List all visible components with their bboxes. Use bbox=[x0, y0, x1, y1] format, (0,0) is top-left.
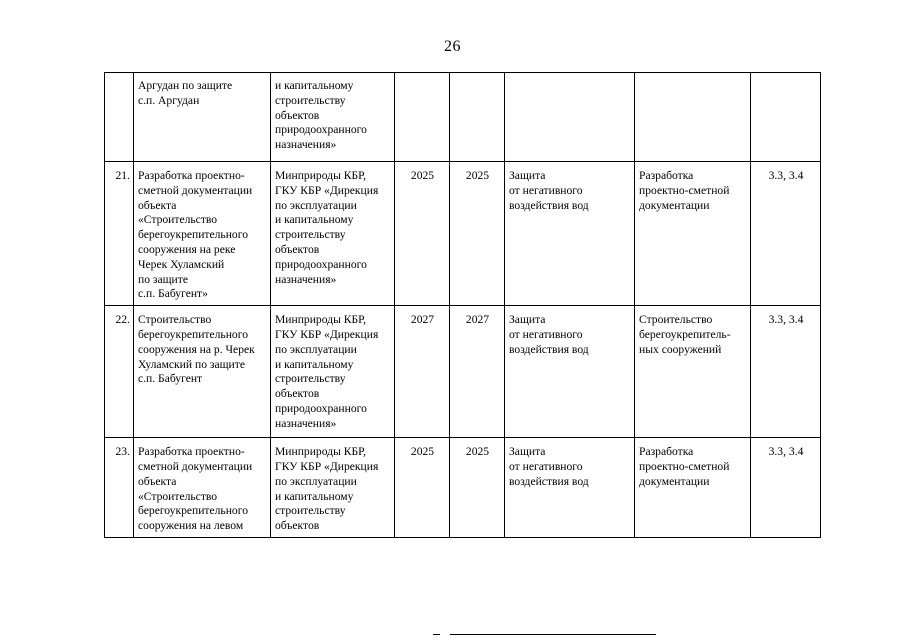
program-measures-table bbox=[104, 72, 821, 538]
year-end: 2025 bbox=[450, 438, 505, 538]
table-row bbox=[105, 73, 821, 162]
table-row bbox=[105, 306, 821, 438]
indicators: 3.3, 3.4 bbox=[751, 306, 821, 438]
expected-result: Строительство берегоукрепитель- ных сооружений bbox=[635, 306, 751, 438]
expected-result: Разработка проектно-сметной документации bbox=[635, 438, 751, 538]
footer-dash bbox=[433, 634, 440, 635]
row-number: 23. bbox=[105, 438, 134, 538]
indicators bbox=[751, 73, 821, 162]
executor: Минприроды КБР, ГКУ КБР «Дирекция по эксплуатации и капитальному строительству объектов природоохранного назначения» bbox=[271, 162, 395, 306]
goal: Защита от негативного воздействия вод bbox=[505, 306, 635, 438]
goal: Защита от негативного воздействия вод bbox=[505, 438, 635, 538]
year-end bbox=[450, 73, 505, 162]
executor: Минприроды КБР, ГКУ КБР «Дирекция по эксплуатации и капитальному строительству объектов природоохранного назначения» bbox=[271, 306, 395, 438]
goal: Защита от негативного воздействия вод bbox=[505, 162, 635, 306]
table-row bbox=[105, 162, 821, 306]
row-number bbox=[105, 73, 134, 162]
year-start: 2025 bbox=[395, 438, 450, 538]
expected-result: Разработка проектно-сметной документации bbox=[635, 162, 751, 306]
indicators: 3.3, 3.4 bbox=[751, 162, 821, 306]
year-end: 2027 bbox=[450, 306, 505, 438]
year-start: 2025 bbox=[395, 162, 450, 306]
row-number: 21. bbox=[105, 162, 134, 306]
measure-name: Строительство берегоукрепительного сооружения на р. Черек Хуламский по защите с.п. Бабугент bbox=[134, 306, 271, 438]
measure-name: Разработка проектно- сметной документации объекта «Строительство берегоукрепительного сооружения на левом bbox=[134, 438, 271, 538]
year-start: 2027 bbox=[395, 306, 450, 438]
footer-rule bbox=[450, 634, 656, 635]
year-end: 2025 bbox=[450, 162, 505, 306]
measure-name: Аргудан по защите с.п. Аргудан bbox=[134, 73, 271, 162]
goal bbox=[505, 73, 635, 162]
measure-name: Разработка проектно- сметной документации объекта «Строительство берегоукрепительного сооружения на реке Черек Хуламский по защите с.п. Бабугент» bbox=[134, 162, 271, 306]
executor: и капитальному строительству объектов природоохранного назначения» bbox=[271, 73, 395, 162]
page-number: 26 bbox=[444, 38, 461, 55]
indicators: 3.3, 3.4 bbox=[751, 438, 821, 538]
executor: Минприроды КБР, ГКУ КБР «Дирекция по эксплуатации и капитальному строительству объектов bbox=[271, 438, 395, 538]
expected-result bbox=[635, 73, 751, 162]
row-number: 22. bbox=[105, 306, 134, 438]
year-start bbox=[395, 73, 450, 162]
table-row bbox=[105, 438, 821, 538]
